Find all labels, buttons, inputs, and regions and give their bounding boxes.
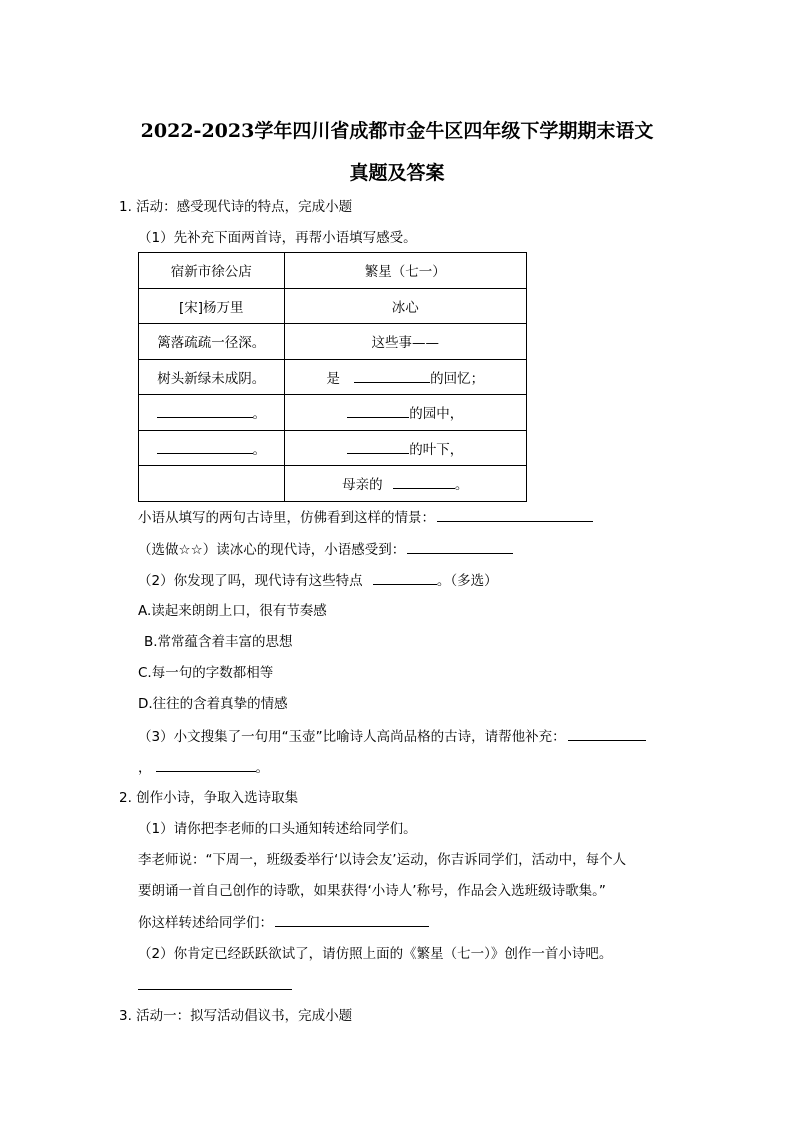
- period: 。: [255, 760, 269, 776]
- poem-title-left: 宿新市徐公店: [139, 253, 285, 289]
- poem-title-right: 繁星（七一）: [284, 253, 526, 289]
- poem-writing-area: [138, 975, 292, 996]
- relay-prompt: [138, 912, 429, 933]
- answer-blank[interactable]: [407, 539, 513, 554]
- part2-suffix: 。（多选）: [436, 573, 498, 589]
- empty-cell: [139, 466, 285, 502]
- feeling-prompt-text: （选做☆☆）读冰心的现代诗，小语感受到：: [138, 542, 406, 558]
- option-b: B.常常蕴含着丰富的思想: [144, 634, 293, 650]
- answer-blank[interactable]: [156, 757, 256, 772]
- cell-suffix: 。: [252, 406, 266, 423]
- relay-prompt-text: 你这样转述给同学们：: [138, 915, 273, 931]
- answer-blank[interactable]: [275, 912, 429, 927]
- cell-suffix: 的回忆；: [430, 370, 485, 387]
- poem-line-right: [284, 359, 526, 395]
- cell-suffix: 。: [454, 477, 469, 494]
- table-row: [139, 359, 527, 395]
- cell-suffix: 。: [252, 441, 266, 458]
- option-c: C.每一句的字数都相等: [138, 665, 274, 681]
- answer-blank[interactable]: [373, 570, 437, 585]
- fill-blank[interactable]: [157, 403, 253, 418]
- page-title-line2: 真题及答案: [349, 162, 445, 184]
- fill-blank[interactable]: [354, 368, 430, 383]
- option-d: D.往往的含着真挚的情感: [138, 696, 288, 712]
- question-2-part1: （1）请你把李老师的口头通知转述给同学们。: [138, 821, 417, 837]
- table-row: [139, 395, 527, 431]
- table-row: [139, 324, 527, 360]
- answer-blank[interactable]: [437, 507, 593, 522]
- answer-blank[interactable]: [138, 975, 292, 990]
- poem-line-left: [139, 430, 285, 466]
- scene-prompt-text: 小语从填写的两句古诗里，仿佛看到这样的情景：: [138, 510, 435, 526]
- fill-blank[interactable]: [347, 439, 409, 454]
- fill-blank[interactable]: [157, 439, 253, 454]
- part3-text: （3）小文搜集了一句用“玉壶”比喻诗人高尚品格的古诗，请帮他补充：: [138, 729, 566, 745]
- page-title-line1: 2022-2023学年四川省成都市金牛区四年级下学期期末语文: [140, 120, 654, 142]
- table-row: [139, 253, 527, 289]
- cell-suffix: 的园中，: [409, 406, 464, 423]
- poem-line-left: [139, 395, 285, 431]
- question-2-part2: （2）你肯定已经跃跃欲试了，请仿照上面的《繁星（七一）》创作一首小诗吧。: [138, 946, 613, 962]
- cell-prefix: 是: [326, 370, 340, 387]
- poem-line-right: [284, 466, 526, 502]
- table-row: [139, 466, 527, 502]
- cell-prefix: 母亲的: [342, 477, 383, 494]
- fill-blank[interactable]: [393, 474, 455, 489]
- fill-blank[interactable]: [347, 403, 409, 418]
- question-1-part1: （1）先补充下面两首诗，再帮小语填写感受。: [138, 230, 417, 246]
- comma: ，: [138, 760, 152, 776]
- question-3-heading: 3. 活动一：拟写活动倡议书，完成小题: [119, 1008, 353, 1024]
- table-row: [139, 288, 527, 324]
- feeling-prompt: [138, 539, 513, 560]
- poem-line-left: 篱落疏疏一径深。: [139, 324, 285, 360]
- poem-table: [138, 252, 527, 502]
- question-1-part2: [138, 570, 498, 591]
- question-1-heading: 1. 活动：感受现代诗的特点，完成小题: [119, 199, 353, 215]
- question-1-part3: [138, 726, 646, 747]
- teacher-notice-line1: 李老师说：“下周一，班级委举行‘以诗会友’运动，你吉诉同学们，活动中，每个人: [138, 852, 627, 868]
- cell-suffix: 的叶下，: [409, 441, 464, 458]
- poem-line-right: [284, 430, 526, 466]
- poem-line-right: 这些事——: [284, 324, 526, 360]
- poem-author-left: [宋]杨万里: [139, 288, 285, 324]
- table-row: [139, 430, 527, 466]
- answer-blank[interactable]: [568, 726, 646, 741]
- poem-author-right: 冰心: [284, 288, 526, 324]
- part2-text: （2）你发现了吗，现代诗有这些特点: [138, 573, 363, 589]
- poem-line-left: 树头新绿未成阴。: [139, 359, 285, 395]
- poem-line-right: [284, 395, 526, 431]
- option-a: A.读起来朗朗上口，很有节奏感: [138, 603, 327, 619]
- scene-prompt: [138, 507, 593, 528]
- question-2-heading: 2. 创作小诗，争取入选诗取集: [119, 790, 299, 806]
- teacher-notice-line2: 要朗诵一首自己创作的诗歌，如果获得‘小诗人’称号，作品会入选班级诗歌集。”: [138, 883, 606, 899]
- question-1-part3-continued: [138, 757, 269, 778]
